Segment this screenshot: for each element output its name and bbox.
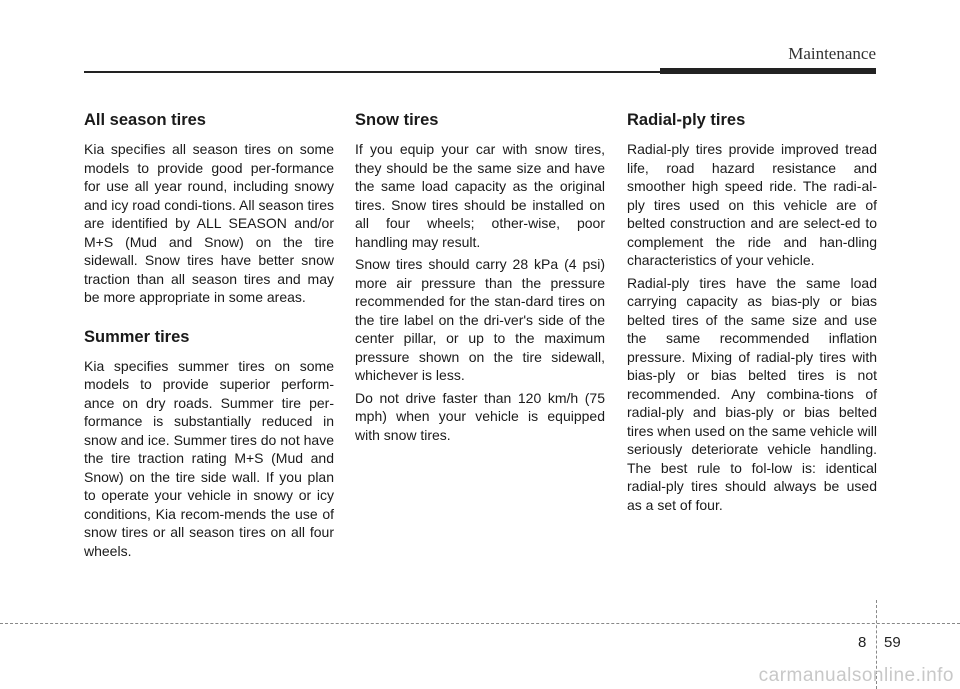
column-right: [627, 110, 877, 518]
section-title: Maintenance: [788, 44, 876, 63]
header-rule-thick: [660, 68, 876, 74]
column-middle: [355, 110, 605, 448]
paragraph-snow-3: Do not drive faster than 120 km/h (75 mph) when your vehicle is equipped with snow tires.: [355, 389, 605, 443]
heading-radial-ply-tires: Radial-ply tires: [627, 111, 746, 129]
footer-dashed-line: [0, 623, 960, 624]
page-number: 59: [884, 634, 901, 651]
chapter-number: 8: [858, 634, 867, 651]
paragraph-snow-2: Snow tires should carry 28 kPa (4 psi) more air pressure than the pressure recommended for the stan-dard tires on the tire label on the dri-ver's side of the center pillar, or up to the maximum pressure shown on the tire sidewall, whichever is less.: [355, 256, 605, 383]
watermark: carmanualsonline.info: [758, 665, 954, 686]
paragraph-summer: Kia specifies summer tires on some models to provide superior perform-ance on dry roads. Summer tire per-formance is substantially reduced in snow and ice. Summer tires do not have the tire traction rating M+S (Mud and Snow) on the tire side wall. If you plan to operate your vehicle in snowy or icy conditions, Kia recom-mends the use of snow tires or all season tires on all four wheels.: [84, 357, 334, 559]
paragraph-radial-2: Radial-ply tires have the same load carrying capacity as bias-ply or bias belted tires of the same size and use the same recommended inflation pressure. Mixing of radial-ply tires with bias-ply or bias belted tires is not recommended. Any combina-tions of radial-ply and bias-ply or bias belted tires when used on the same vehicle will seriously deteriorate vehicle handling. The best rule to fol-low is: identical radial-ply tires should always be used as a set of four.: [627, 274, 877, 513]
paragraph-snow-1: If you equip your car with snow tires, they should be the same size and have the same load capacity as the original tires. Snow tires should be installed on all four wheels; other-wise, poor handling may result.: [355, 141, 605, 250]
paragraph-radial-1: Radial-ply tires provide improved tread life, road hazard resistance and smoother high speed ride. The radi-al-ply tires used on this vehicle are of belted construction and are select-ed to complement the ride and han-dling characteristics of your vehicle.: [627, 141, 877, 268]
paragraph-all-season: Kia specifies all season tires on some models to provide good per-formance for use all year round, including snowy and icy road condi-tions. All season tires are identified by ALL SEASON and/or M+S (Mud and Snow) on the tire sidewall. Snow tires have better snow traction than all season tires and may be more appropriate in some areas.: [84, 141, 334, 305]
heading-snow-tires: Snow tires: [355, 111, 439, 129]
column-left: [84, 110, 334, 564]
heading-all-season-tires: All season tires: [84, 111, 206, 129]
heading-summer-tires: Summer tires: [84, 327, 190, 346]
header-rule-thin: [84, 71, 660, 73]
